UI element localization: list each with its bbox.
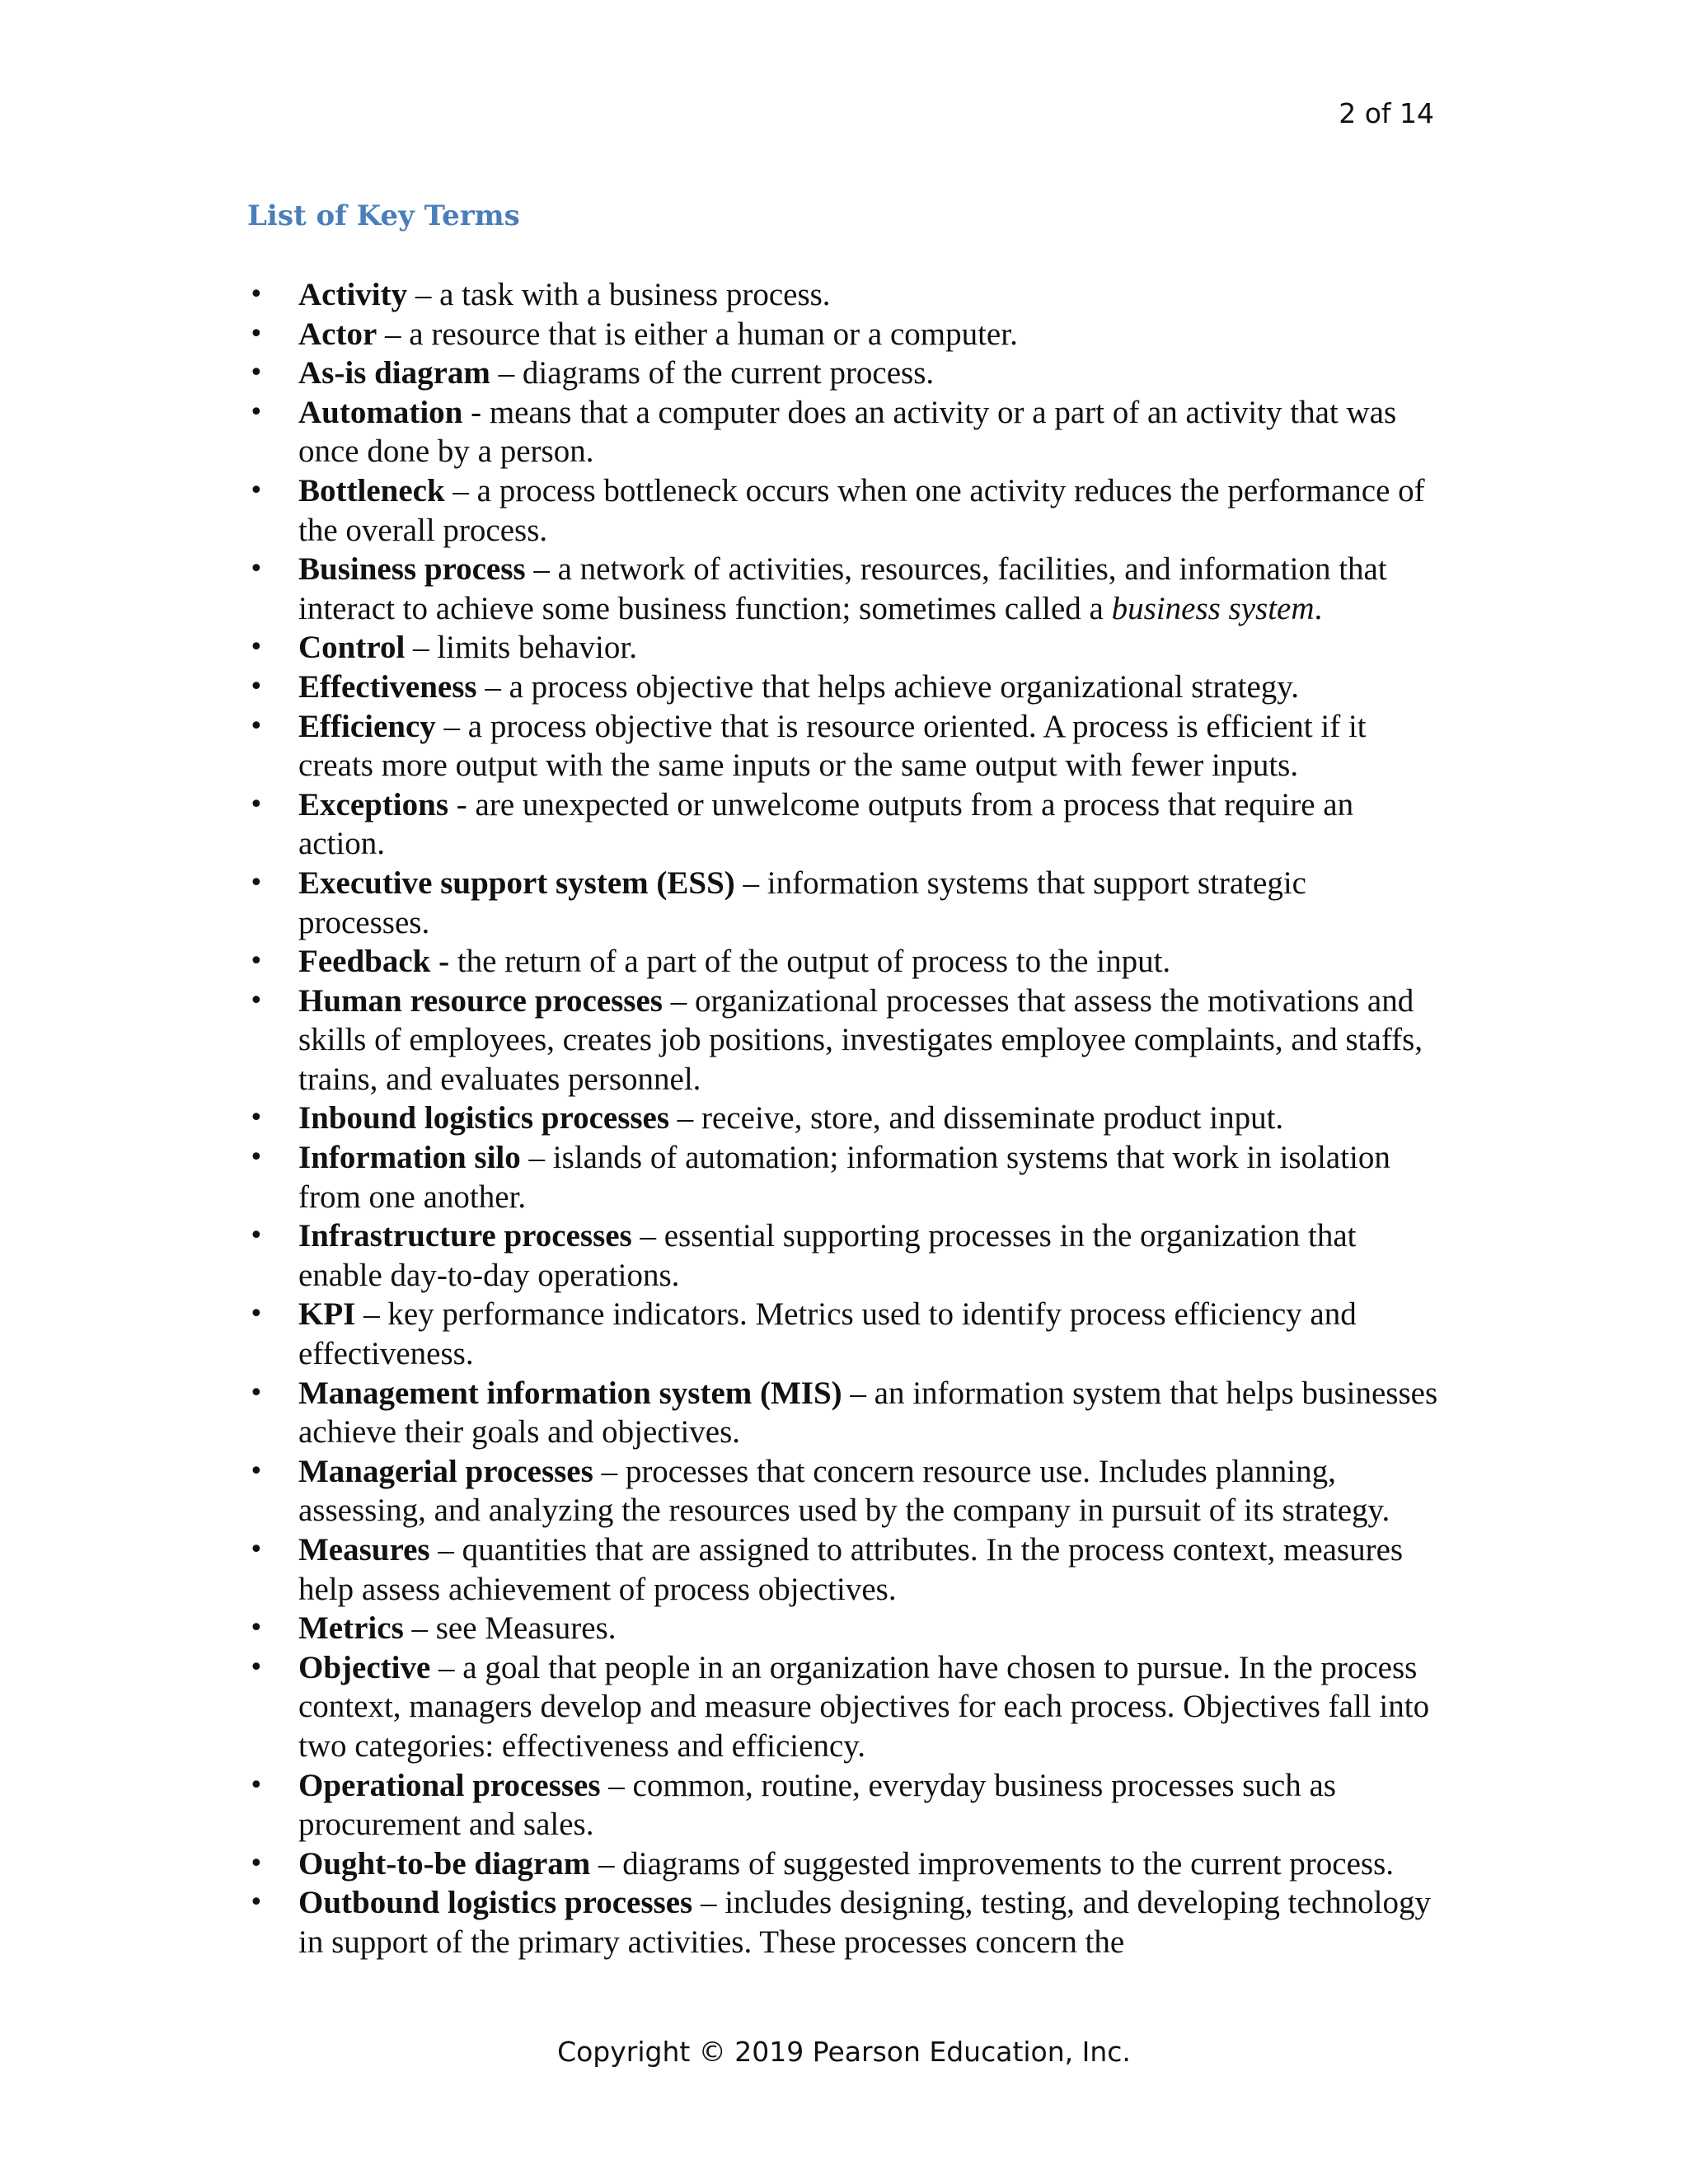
list-item (247, 1216, 1442, 1295)
term-name: Inbound logistics processes (298, 1100, 670, 1137)
term-name: Objective (298, 1649, 431, 1685)
term-separator: – (692, 1885, 725, 1921)
list-item (247, 707, 1442, 785)
term-separator: – (842, 1375, 874, 1411)
term-name: Ought-to-be diagram (298, 1845, 591, 1882)
term-separator: – (476, 668, 509, 705)
bullet-icon: • (249, 1888, 264, 1918)
term-definition: receive, store, and disseminate product input. (701, 1100, 1284, 1137)
bullet-icon: • (249, 555, 264, 584)
bullet-icon: • (249, 476, 264, 505)
list-item (247, 864, 1442, 942)
term-separator: – (490, 355, 523, 391)
term-separator: – (669, 1100, 702, 1137)
list-item (247, 1452, 1442, 1530)
term-separator: – (525, 551, 558, 588)
bullet-icon: • (249, 986, 264, 1015)
term-separator: – (600, 1767, 633, 1803)
term-definition: a process objective that helps achieve organizational strategy. (509, 668, 1299, 705)
term-definition: processes that concern resource use. Includes planning, assessing, and analyzing the resources used by the company in pursuit of its strategy. (298, 1453, 1390, 1529)
term-definition: are unexpected or unwelcome outputs from a process that require an action. (298, 786, 1354, 862)
term-separator: – (734, 865, 767, 901)
term-definition: diagrams of suggested improvements to the current process. (622, 1845, 1395, 1882)
term-separator: – (377, 316, 410, 352)
bullet-icon: • (249, 1104, 264, 1133)
term-name: Executive support system (ESS) (298, 865, 735, 901)
bullet-icon: • (249, 1221, 264, 1251)
bullet-icon: • (249, 1378, 264, 1408)
term-definition: see Measures. (435, 1610, 617, 1647)
term-name: Outbound logistics processes (298, 1885, 693, 1921)
term-separator: – (430, 1649, 463, 1685)
term-separator: – (520, 1140, 553, 1176)
list-item (247, 628, 1442, 668)
term-definition: a resource that is either a human or a computer. (409, 316, 1018, 352)
term-separator: – (590, 1845, 623, 1882)
list-item (247, 1844, 1442, 1884)
term-name: Activity (298, 277, 408, 312)
term-definition: key performance indicators. Metrics used to identify process efficiency and effectiveness. (298, 1296, 1357, 1372)
term-definition: essential supporting processes in the organization that enable day-to-day operations. (298, 1218, 1357, 1293)
list-item (247, 1530, 1442, 1609)
list-item (247, 1609, 1442, 1648)
bullet-icon: • (249, 397, 264, 427)
term-definition: diagrams of the current process. (522, 355, 935, 391)
list-item (247, 354, 1442, 393)
term-definition: means that a computer does an activity or a part of an activity that was once done by a person. (298, 394, 1397, 470)
bullet-icon: • (249, 868, 264, 898)
term-separator: – (444, 472, 477, 509)
term-name: Measures (298, 1532, 430, 1568)
term-name: Business process (298, 551, 526, 588)
list-item (247, 1138, 1442, 1216)
term-separator: - (462, 394, 490, 430)
bullet-icon: • (249, 1535, 264, 1564)
term-name: Efficiency (298, 708, 436, 744)
bullet-icon: • (249, 947, 264, 977)
term-separator: – (429, 1532, 462, 1568)
term-name: Information silo (298, 1140, 521, 1176)
list-item (247, 1648, 1442, 1766)
copyright-footer: Copyright © 2019 Pearson Education, Inc. (557, 2036, 1131, 2068)
term-definition: includes designing, testing, and developing technology in support of the primary activities. These processes concern the (298, 1885, 1431, 1960)
bullet-icon: • (249, 1143, 264, 1173)
term-name: Automation (298, 394, 463, 430)
page-number: 2 of 14 (1339, 97, 1434, 129)
term-definition: islands of automation; information systems that work in isolation from one another. (298, 1140, 1390, 1215)
bullet-icon: • (249, 711, 264, 741)
bullet-icon: • (249, 672, 264, 701)
term-name: Infrastructure processes (298, 1218, 632, 1254)
term-definition: a process bottleneck occurs when one activity reduces the performance of the overall process. (298, 472, 1425, 548)
list-item (247, 1883, 1442, 1961)
term-name: Effectiveness (298, 668, 477, 705)
bullet-icon: • (249, 359, 264, 388)
term-definition: a task with a business process. (439, 277, 831, 312)
term-name: Management information system (MIS) (298, 1375, 842, 1411)
list-item (247, 275, 1442, 315)
list-item (247, 1295, 1442, 1373)
term-name: Operational processes (298, 1767, 601, 1803)
bullet-icon: • (249, 790, 264, 819)
list-item (247, 785, 1442, 864)
term-definition: limits behavior. (437, 630, 637, 666)
term-definition: an information system that helps businesses achieve their goals and objectives. (298, 1375, 1438, 1451)
term-definition-italic: business system (1111, 590, 1315, 626)
list-item (247, 393, 1442, 471)
list-item (247, 471, 1442, 550)
list-item (247, 982, 1442, 1099)
term-definition: quantities that are assigned to attributes. In the process context, measures help assess achievement of process objectives. (298, 1532, 1404, 1607)
term-name: Bottleneck (298, 472, 445, 509)
bullet-icon: • (249, 1849, 264, 1878)
bullet-icon: • (249, 1614, 264, 1643)
term-separator: – (435, 708, 468, 744)
term-definition-tail: . (1314, 590, 1323, 626)
bullet-icon: • (249, 1770, 264, 1800)
term-separator (449, 944, 457, 979)
term-name: Metrics (298, 1610, 404, 1647)
term-definition: organizational processes that assess the motivations and skills of employees, creates job positions, investigates employee complaints, and staffs, trains, and evaluates personnel. (298, 982, 1423, 1097)
term-separator: – (405, 630, 438, 666)
bullet-icon: • (249, 1652, 264, 1682)
term-separator: – (631, 1218, 664, 1254)
term-definition: common, routine, everyday business processes such as procurement and sales. (298, 1767, 1336, 1843)
bullet-icon: • (249, 633, 264, 663)
list-item (247, 1099, 1442, 1138)
term-definition: information systems that support strategic processes. (298, 865, 1306, 940)
term-definition: a process objective that is resource oriented. A process is efficient if it creats more output with the same inputs or the same output with fewer inputs. (298, 708, 1367, 784)
term-separator: – (355, 1296, 388, 1333)
bullet-icon: • (249, 319, 264, 349)
term-separator: – (662, 982, 695, 1019)
section-heading: List of Key Terms (247, 199, 520, 232)
term-definition: a network of activities, resources, facilities, and information that interact to achieve some business function; sometimes called a (298, 551, 1387, 626)
term-separator: – (593, 1453, 626, 1489)
term-name: As-is diagram (298, 355, 490, 391)
term-separator: – (403, 1610, 436, 1647)
term-name: Managerial processes (298, 1453, 593, 1489)
bullet-icon: • (249, 280, 264, 309)
term-name: Control (298, 630, 406, 666)
bullet-icon: • (249, 1456, 264, 1486)
bullet-icon: • (249, 1300, 264, 1329)
list-item (247, 1766, 1442, 1844)
list-item (247, 550, 1442, 628)
term-name: Exceptions (298, 786, 449, 823)
term-separator: - (448, 786, 476, 823)
list-item (247, 668, 1442, 707)
term-definition: a goal that people in an organization have chosen to pursue. In the process context, managers develop and measure objectives for each process. Objectives fall into two categories: effectiveness and efficiency. (298, 1649, 1430, 1764)
term-name: KPI (298, 1296, 356, 1333)
list-item (247, 315, 1442, 354)
list-item (247, 1374, 1442, 1452)
key-terms-list (247, 275, 1442, 1962)
term-name: Feedback - (298, 944, 450, 980)
term-name: Actor (298, 316, 377, 352)
list-item (247, 942, 1442, 982)
term-name: Human resource processes (298, 982, 663, 1019)
term-definition: the return of a part of the output of process to the input. (457, 944, 1171, 980)
term-separator: – (407, 277, 440, 312)
